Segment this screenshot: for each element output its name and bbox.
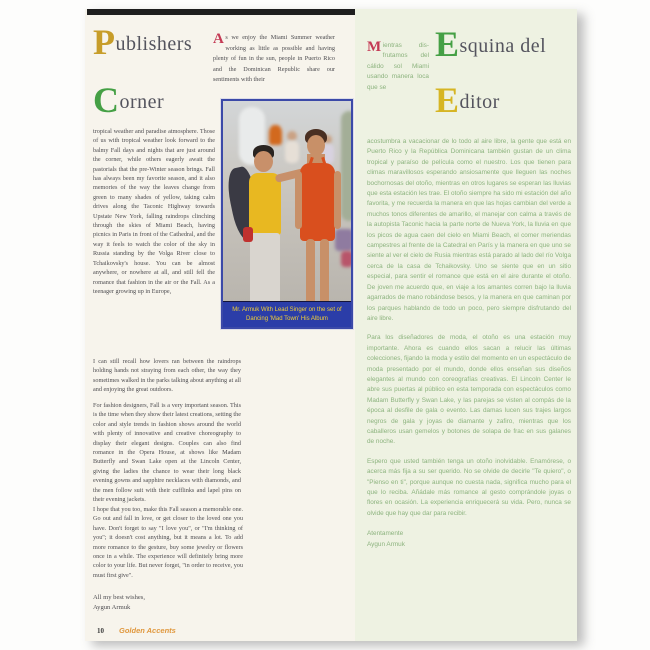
english-intro-text: s we enjoy the Miami Summer weather working as little as possible and having plenty of fun in the sun, people in Puerto Rico and the Dominican Republic share our sentiments with their: [213, 34, 335, 83]
photo-woman-face: [307, 135, 325, 156]
spanish-intro-text: ientras dis- frutamos del cálido sol Miami usando manera loca que se: [367, 42, 429, 91]
spanish-body: [367, 137, 571, 550]
photo-crowd-figure-1: [285, 141, 299, 163]
photo-woman-orange-dress: [300, 163, 335, 241]
editor-photo: [221, 99, 353, 329]
publishers-corner-title-line2: [93, 80, 165, 120]
photo-orange-cone: [269, 125, 282, 145]
english-paragraph-1a: tropical weather and paradise atmosphere. Those of us with tropical weather look forward to the balmy Fall days and nights that are just around the corner, while others eagerly await the pastorials that the pre-Winter season brings. Fall has always been my favorite season, and it also memories of the way the leaves change from green to many shades of yellow, taking calm drives along the Taconic Highway towards Upstate New York, falling raindrops clinching through the skies of Miami Beach, having picnics in Paris in front of the Cathedral, and the way it feels to watch the color of the sky in Russia standing by the Volga River close to Tchaikovsky's house. You can be almost anywhere, or nowhere at all, and still fell the romance that fashion in the air or the Fall. As a teenager growing up in Europe,: [93, 128, 215, 295]
photo-crowd-head-1: [287, 131, 297, 141]
english-paragraph-1b: I can still recall how lovers ran between the raindrops holding hands not straying from each other, the way they sometimes walked in the parks talking about anything at all and enjoying the great outdoors.: [93, 358, 241, 394]
publishers-corner-title-line1: [93, 22, 193, 62]
photo-caption-line1: Mr. Armuk With Lead Singer on the set of: [232, 307, 342, 313]
magazine-title: Golden Accents: [119, 626, 176, 635]
photo-woman-leg-left: [306, 239, 315, 301]
title-editor-rest: ditor: [459, 91, 500, 113]
dropcap-m: M: [367, 39, 382, 55]
title-publishers-rest: ublishers: [115, 33, 193, 55]
photo-man-yellow-tank: [249, 173, 281, 235]
spanish-paragraph-1: acostumbra a vacacionar de lo todo al aire libre, la gente que está en Puerto Rico y la República Dominicana también gustan de un clima tropical y paraíso de película como el nuestro. Los que tienen para climas maravillosos esperando ansiosamente que lleguen las noches bochornosas del otoño, mientras en otros lugares se esperan las lluvias que esta estación les trae. El otoño siempre ha sido mi estación del año favorita, y me recuerda la manera en que las hojas cambian del verde a muchos tonos diferentes de amarillo, el manejar con calma a través de la autopista Taconic hacia la parte norte de Nueva York, la lluvia en que los picos de agua caen del cielo en Miami Beach, el comer meriendas campestres al frente de la Catedral en París y la manera en que uno se siente al ver el cielo de Rusia mientras está parado al lado del río Volga cerca de la casa de Tchaikovsky. Uno se siente que en un sitio especial, para sentir el romance que está en el aire durante el otoño. De joven me acuerdo que, en viaje a los amantes corren bajo la lluvia agarrados de mano robándose besos, y la manera en que caminan por los parques hablando de todo un poco, pero siempre disfrutando del aire libre.: [367, 138, 571, 322]
spanish-signoff: [367, 529, 571, 550]
photo-man-pants: [250, 233, 280, 301]
esquina-title-line1: [435, 24, 547, 64]
esquina-title-line2: [435, 80, 500, 120]
photo-caption: [223, 301, 351, 327]
spanish-paragraph-2: Para los diseñadores de moda, el otoño es una estación muy importante. Ahora es cuando ellos sacan a relucir las últimas colecciones, fijando la moda y estilo del momento en un espectáculo de moda presentado por el mundo, donde ellos enseñan sus diseños elegantes al mundo con coreografías creativas. El Lincoln Center le abre sus puertas al público en esta temporada con espectáculos como Madam Butterfly y Swan Lake, y las parejas se visten al compás de la época al desfile de gala o evento. Las damas lucen sus trajes largos negros de gala y joyas de diamante y zafiro, mientras que los caballeros usan gemelos y botones de solapa de frac en sus galanes de noche.: [367, 334, 571, 446]
english-paragraph-2: For fashion designers, Fall is a very important season. This is the time when they show their latest creations, setting the color and style trends in fashion shows around the world with plenty of innovative and creative choreography to display their elegant designs. Couples can also find romance in the Opera House, at shows like Madam Butterfly and Swan Lake open at the Lincoln Center, giving the ladies the chance to wear their long black evening gowns and sapphire necklaces with diamonds, and the men follow suit with their cufflinks and lapel pins on their evening jackets.: [93, 402, 241, 504]
photo-background-chair: [335, 229, 351, 251]
dropcap-p: P: [93, 22, 116, 62]
dropcap-a: A: [213, 31, 224, 47]
english-intro-paragraph: [213, 33, 335, 86]
spanish-intro-paragraph: [367, 41, 429, 93]
page-number: 10: [97, 627, 104, 635]
english-signoff-wishes: All my best wishes,: [93, 594, 146, 601]
english-signoff-name: Aygun Armuk: [93, 604, 131, 611]
dropcap-e-green: E: [435, 24, 460, 64]
spanish-signoff-word: Atentamente: [367, 530, 404, 538]
photo-man-face: [254, 151, 273, 172]
dropcap-e-yellow: E: [435, 80, 460, 120]
english-paragraph-3: I hope that you too, make this Fall season a memorable one. Go out and fall in love, or get closer to the loved one you have. Don't forget to say "I love you", or "I'm thinking of you"; it doesn't cost anything, but it means a lot. To add more romance to the gesture, buy some jewelry or flowers once in a while. The experience will definitely bring more color to your life. But never forget, "in order to receive, you must first give".: [93, 506, 243, 579]
spanish-signoff-name: Aygun Armuk: [367, 540, 405, 548]
photo-man-red-bag: [243, 227, 253, 242]
photo-caption-line2: Dancing 'Mad Town' His Album: [246, 315, 328, 322]
dropcap-c: C: [93, 80, 120, 120]
photo-scene: [223, 101, 351, 301]
english-signoff: [93, 593, 145, 613]
photo-background-object: [341, 251, 351, 267]
title-corner-rest: orner: [119, 91, 165, 113]
title-esquina-rest: squina del: [459, 35, 547, 57]
photo-woman-arm-left: [295, 171, 302, 229]
photo-greenery: [341, 111, 351, 221]
photo-woman-arm-right: [334, 171, 341, 229]
photo-woman-leg-right: [320, 239, 329, 301]
magazine-page: [85, 9, 577, 641]
spanish-paragraph-3: Espero que usted también tenga un otoño inolvidable. Enamórese, o acerca más fija a su ser querido. No se olvide de decirle "Te quiero", o "Pienso en ti", porque aunque no cuesta nada, significa mucho para el que lo reciba. Añádale más romance al gesto comprándole joyas o flores en ocasión. La experiencia enriquecerá su vida. Pero, nunca se olvide que hay que dar para recibir.: [367, 457, 571, 517]
